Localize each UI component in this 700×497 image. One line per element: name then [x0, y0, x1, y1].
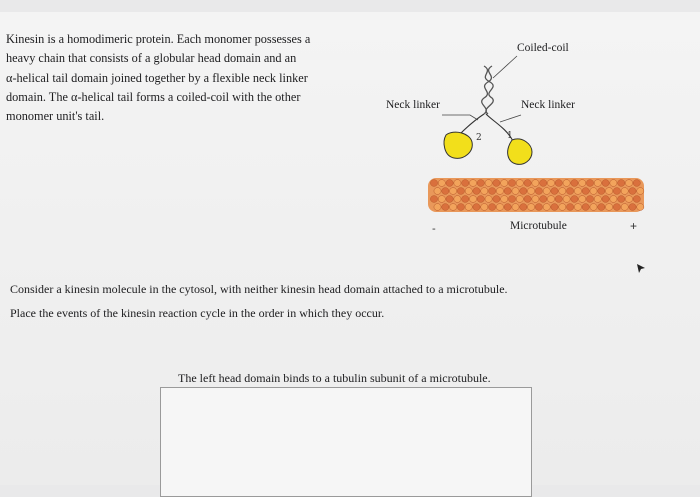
tubulin-subunit: [606, 204, 613, 211]
coiled-coil-helix: [482, 66, 494, 114]
tubulin-subunit: [610, 196, 617, 203]
tubulin-subunit: [602, 196, 609, 203]
tubulin-subunit: [559, 188, 566, 195]
tubulin-subunit: [594, 196, 601, 203]
tubulin-subunit: [504, 188, 511, 195]
tubulin-subunit: [532, 180, 539, 187]
tubulin-subunit: [598, 188, 605, 195]
tubulin-subunit: [621, 188, 628, 195]
tubulin-subunit: [469, 180, 476, 187]
tubulin-subunit: [512, 188, 519, 195]
tubulin-subunit: [547, 196, 554, 203]
tubulin-subunit: [594, 180, 601, 187]
tubulin-subunit: [516, 196, 523, 203]
tubulin-subunit: [618, 196, 625, 203]
tubulin-subunit: [457, 204, 464, 211]
tubulin-subunit: [571, 196, 578, 203]
tubulin-subunit: [454, 196, 461, 203]
tubulin-subunit: [621, 204, 628, 211]
tubulin-subunit: [586, 196, 593, 203]
tubulin-subunit: [633, 196, 640, 203]
tubulin-subunit: [489, 204, 496, 211]
tubulin-subunit: [520, 204, 527, 211]
neck-linker-left-label: Neck linker: [386, 99, 440, 111]
tubulin-subunit: [637, 188, 644, 195]
tubulin-subunit: [465, 204, 472, 211]
tubulin-subunit: [477, 196, 484, 203]
tubulin-subunit: [485, 180, 492, 187]
tubulin-subunit: [501, 180, 508, 187]
tubulin-subunit: [524, 196, 531, 203]
tubulin-subunit: [434, 204, 441, 211]
tubulin-subunit: [493, 180, 500, 187]
kinesin-diagram-graphic: [380, 36, 680, 236]
tubulin-subunit: [535, 204, 542, 211]
tubulin-subunit: [590, 204, 597, 211]
tubulin-subunit: [574, 188, 581, 195]
tubulin-subunit: [508, 180, 515, 187]
tubulin-subunit: [496, 188, 503, 195]
tubulin-subunit: [559, 204, 566, 211]
tubulin-subunit: [520, 188, 527, 195]
head-domain-1: [508, 139, 532, 164]
tubulin-subunit: [473, 188, 480, 195]
tubulin-subunit: [590, 188, 597, 195]
tubulin-subunit: [430, 180, 437, 187]
tubulin-subunit: [462, 180, 469, 187]
tubulin-subunit: [543, 188, 550, 195]
tubulin-subunit: [606, 188, 613, 195]
tubulin-subunit: [629, 188, 636, 195]
tubulin-subunit: [582, 188, 589, 195]
neck-linker-right-pointer: [500, 115, 521, 122]
tubulin-subunit: [465, 188, 472, 195]
tubulin-subunit: [547, 180, 554, 187]
plus-end-icon: +: [630, 219, 638, 233]
tubulin-subunit: [477, 180, 484, 187]
tubulin-subunit: [598, 204, 605, 211]
tubulin-subunit: [567, 188, 574, 195]
tubulin-subunit: [551, 188, 558, 195]
tubulin-subunit: [450, 204, 457, 211]
neck-linker-right-label: Neck linker: [521, 99, 575, 111]
tubulin-subunit: [438, 196, 445, 203]
head-1-label: 1: [507, 131, 513, 141]
tubulin-subunit: [454, 180, 461, 187]
tubulin-subunit: [446, 196, 453, 203]
tubulin-subunit: [501, 196, 508, 203]
tubulin-subunit: [613, 204, 620, 211]
question-line-1: Consider a kinesin molecule in the cytosol, with neither kinesin head domain attached to a microtubule.: [10, 282, 508, 296]
tubulin-subunit: [563, 196, 570, 203]
neck-linker-left-pointer: [442, 115, 478, 120]
tubulin-subunit: [625, 196, 632, 203]
tubulin-subunit: [430, 196, 437, 203]
microtubule: [428, 178, 644, 212]
tubulin-subunit: [543, 204, 550, 211]
tubulin-subunit: [555, 196, 562, 203]
tubulin-subunit: [489, 188, 496, 195]
tubulin-subunit: [462, 196, 469, 203]
tubulin-subunit: [633, 180, 640, 187]
tubulin-subunit: [528, 204, 535, 211]
tubulin-subunit: [586, 180, 593, 187]
tubulin-subunit: [442, 188, 449, 195]
tubulin-subunit: [540, 196, 547, 203]
intro-text: [6, 30, 341, 126]
tubulin-subunit: [602, 180, 609, 187]
tubulin-subunit: [540, 180, 547, 187]
tubulin-subunit: [438, 180, 445, 187]
minus-end-label: -: [432, 222, 436, 235]
coiled-coil-pointer: [493, 56, 517, 78]
intro-line: α-helical tail domain joined together by a flexible neck linker: [6, 70, 308, 85]
tubulin-subunit: [532, 196, 539, 203]
tubulin-subunit: [457, 188, 464, 195]
tubulin-subunit: [516, 180, 523, 187]
intro-line: domain. The α-helical tail forms a coiled-coil with the other: [6, 89, 301, 104]
tubulin-subunit: [582, 204, 589, 211]
tubulin-subunit: [551, 204, 558, 211]
tubulin-subunit: [508, 196, 515, 203]
head-2-label: 2: [476, 133, 482, 143]
question-prompt: [10, 277, 650, 325]
tubulin-subunit: [579, 196, 586, 203]
head-domain-2: [444, 132, 472, 158]
event-card[interactable]: The left head domain binds to a tubulin subunit of a microtubule.: [178, 371, 491, 385]
tubulin-subunit: [485, 196, 492, 203]
tubulin-subunit: [493, 196, 500, 203]
tubulin-subunit: [625, 180, 632, 187]
tubulin-subunit: [446, 180, 453, 187]
tubulin-subunit: [481, 188, 488, 195]
tubulin-subunit: [481, 204, 488, 211]
kinesin-diagram: [380, 36, 680, 236]
tubulin-subunit: [442, 204, 449, 211]
tubulin-subunit: [512, 204, 519, 211]
tubulin-subunit: [574, 204, 581, 211]
tubulin-subunit: [473, 204, 480, 211]
tubulin-subunit: [571, 180, 578, 187]
tubulin-subunit: [469, 196, 476, 203]
tubulin-subunit: [450, 188, 457, 195]
tubulin-subunit: [535, 188, 542, 195]
tubulin-subunit: [504, 204, 511, 211]
coiled-coil-label: Coiled-coil: [517, 42, 569, 54]
answer-drop-zone[interactable]: [160, 387, 532, 497]
neck-linker-left: [460, 114, 484, 134]
tubulin-subunit: [613, 188, 620, 195]
intro-line: heavy chain that consists of a globular head domain and an: [6, 51, 297, 66]
microtubule-label: Microtubule: [510, 220, 567, 232]
tubulin-subunit: [528, 188, 535, 195]
tubulin-subunit: [555, 180, 562, 187]
question-line-2: Place the events of the kinesin reaction cycle in the order in which they occur.: [10, 306, 385, 320]
tubulin-subunit: [618, 180, 625, 187]
tubulin-subunit: [524, 180, 531, 187]
tubulin-subunit: [579, 180, 586, 187]
tubulin-subunit: [563, 180, 570, 187]
tubulin-subunit: [496, 204, 503, 211]
intro-line: monomer unit's tail.: [6, 109, 105, 124]
tubulin-subunit: [567, 204, 574, 211]
tubulin-subunit: [637, 204, 644, 211]
intro-line: Kinesin is a homodimeric protein. Each monomer possesses a: [6, 32, 311, 46]
tubulin-subunit: [629, 204, 636, 211]
tubulin-subunit: [434, 188, 441, 195]
tubulin-subunit: [610, 180, 617, 187]
